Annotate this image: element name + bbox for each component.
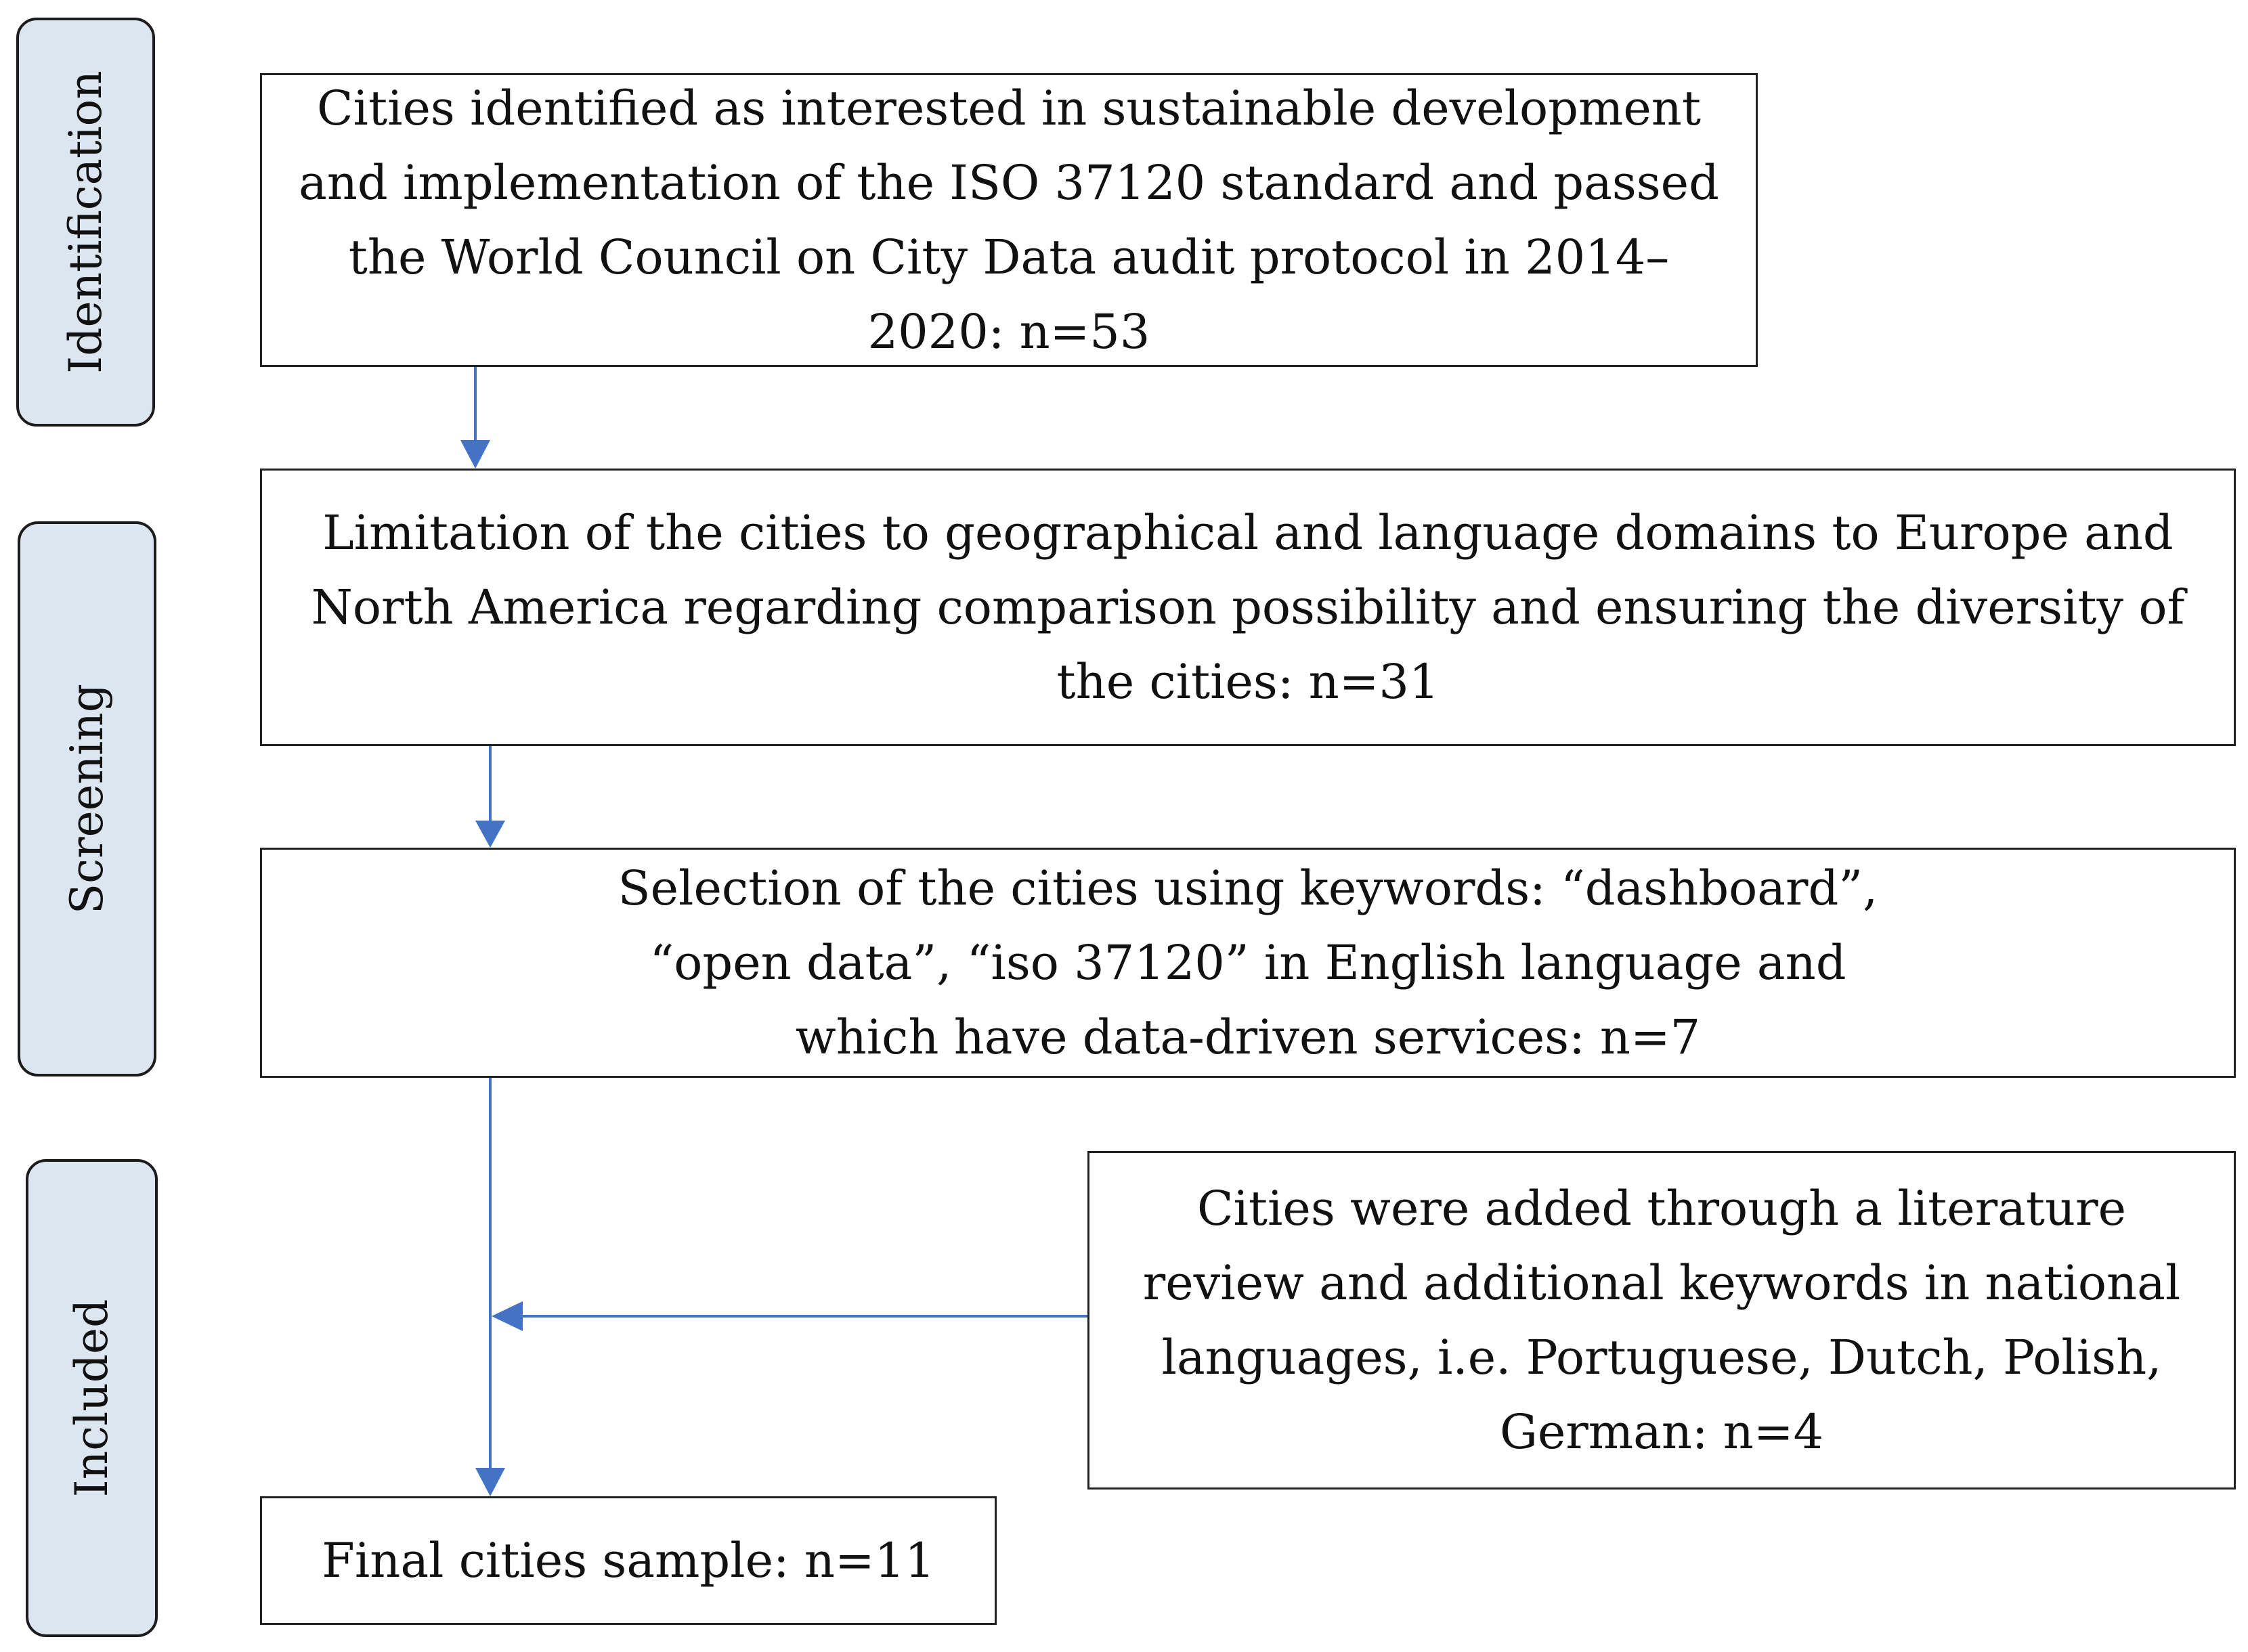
stage-included-label: Included	[65, 1299, 118, 1498]
arrowhead-limitation	[460, 440, 490, 469]
arrowhead-final	[475, 1468, 505, 1496]
box-identified-text: Cities identified as interested in sustainable development and implementation of the ISO 37120 standard and passed the World Council on City Data audit protocol in 2014–2020: n=53	[299, 81, 1719, 360]
stage-screening-label: Screening	[60, 683, 113, 915]
box-final-text: Final cities sample: n=11	[322, 1533, 935, 1588]
stage-identification-label: Identification	[59, 70, 112, 374]
arrowhead-selection	[475, 821, 505, 848]
box-selection-text: Selection of the cities using keywords: “dashboard”, “open data”, “iso 37120” in English language and which have data-driven services: n=7	[618, 861, 1878, 1065]
box-limitation-text: Limitation of the cities to geographical and language domains to Europe and North America regarding comparison possibility and ensuring the diversity of the cities: n=31	[311, 505, 2185, 710]
box-added-text: Cities were added through a literature review and additional keywords in national languages, i.e. Portuguese, Dutch, Polish, German: n=4	[1142, 1181, 2181, 1460]
arrowhead-merge	[492, 1301, 523, 1331]
